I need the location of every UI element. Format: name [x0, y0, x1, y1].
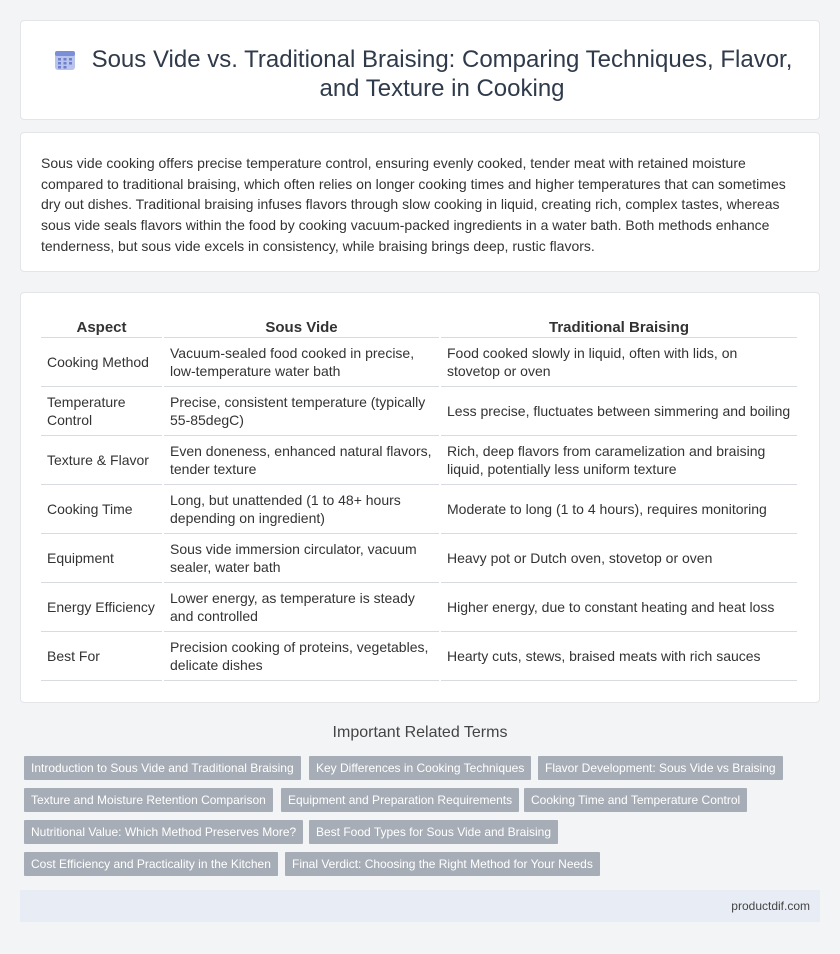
comparison-table-card	[20, 292, 820, 703]
table-row	[41, 337, 797, 386]
table-header-row	[41, 314, 797, 337]
row-braising: Less precise, fluctuates between simmering and boiling	[440, 386, 797, 435]
row-aspect: Best For	[41, 631, 163, 680]
row-aspect: Texture & Flavor	[41, 435, 163, 484]
page-title: Sous Vide vs. Traditional Braising: Comparing Techniques, Flavor, and Texture in Cooking	[91, 46, 793, 102]
related-tag[interactable]: Key Differences in Cooking Techniques	[309, 756, 531, 780]
intro-card	[20, 132, 820, 272]
row-braising: Moderate to long (1 to 4 hours), requires monitoring	[440, 484, 797, 533]
related-tag[interactable]: Flavor Development: Sous Vide vs Braising	[538, 756, 783, 780]
row-aspect: Cooking Method	[41, 337, 163, 386]
title-block	[21, 45, 821, 103]
related-tag[interactable]: Texture and Moisture Retention Comparison	[24, 788, 273, 812]
related-terms-heading: Important Related Terms	[332, 724, 508, 741]
header-card	[20, 20, 820, 120]
row-aspect: Cooking Time	[41, 484, 163, 533]
table-row	[41, 582, 797, 631]
related-tag[interactable]: Final Verdict: Choosing the Right Method for Your Needs	[285, 852, 600, 876]
footer-bar	[20, 890, 820, 922]
row-aspect: Temperature Control	[41, 386, 163, 435]
table-row	[41, 435, 797, 484]
header-sous-vide: Sous Vide	[163, 314, 440, 337]
related-tag[interactable]: Cooking Time and Temperature Control	[524, 788, 747, 812]
row-sous-vide: Precision cooking of proteins, vegetables, delicate dishes	[163, 631, 440, 680]
comparison-table	[41, 314, 797, 681]
related-tag[interactable]: Nutritional Value: Which Method Preserves More?	[24, 820, 303, 844]
header-aspect: Aspect	[41, 314, 163, 337]
row-sous-vide: Even doneness, enhanced natural flavors, tender texture	[163, 435, 440, 484]
related-tag[interactable]: Equipment and Preparation Requirements	[281, 788, 519, 812]
row-braising: Heavy pot or Dutch oven, stovetop or oven	[440, 533, 797, 582]
row-braising: Food cooked slowly in liquid, often with lids, on stovetop or oven	[440, 337, 797, 386]
table-row	[41, 386, 797, 435]
row-sous-vide: Vacuum-sealed food cooked in precise, low-temperature water bath	[163, 337, 440, 386]
row-braising: Higher energy, due to constant heating and heat loss	[440, 582, 797, 631]
table-row	[41, 484, 797, 533]
row-aspect: Equipment	[41, 533, 163, 582]
header-traditional-braising: Traditional Braising	[440, 314, 797, 337]
row-braising: Rich, deep flavors from caramelization and braising liquid, potentially less uniform texture	[440, 435, 797, 484]
row-braising: Hearty cuts, stews, braised meats with rich sauces	[440, 631, 797, 680]
row-sous-vide: Long, but unattended (1 to 48+ hours depending on ingredient)	[163, 484, 440, 533]
table-row	[41, 533, 797, 582]
row-aspect: Energy Efficiency	[41, 582, 163, 631]
footer-site-name[interactable]: productdif.com	[731, 899, 810, 913]
table-row	[41, 631, 797, 680]
related-tag[interactable]: Best Food Types for Sous Vide and Braising	[309, 820, 558, 844]
related-tag[interactable]: Introduction to Sous Vide and Traditional Braising	[24, 756, 301, 780]
row-sous-vide: Precise, consistent temperature (typically 55-85degC)	[163, 386, 440, 435]
row-sous-vide: Sous vide immersion circulator, vacuum sealer, water bath	[163, 533, 440, 582]
intro-paragraph: Sous vide cooking offers precise temperature control, ensuring evenly cooked, tender meat with retained moisture compared to traditional braising, which often relies on longer cooking times and higher temperatures that can sometimes dry out dishes. Traditional braising infuses flavors through slow cooking in liquid, creating rich, complex tastes, whereas sous vide seals flavors within the food by cooking vacuum-packed ingredients in a water bath. Both methods enhance tenderness, but sous vide excels in consistency, while braising brings deep, rustic flavors.	[41, 155, 786, 254]
row-sous-vide: Lower energy, as temperature is steady and controlled	[163, 582, 440, 631]
related-tag[interactable]: Cost Efficiency and Practicality in the Kitchen	[24, 852, 278, 876]
calendar-icon	[54, 49, 76, 71]
